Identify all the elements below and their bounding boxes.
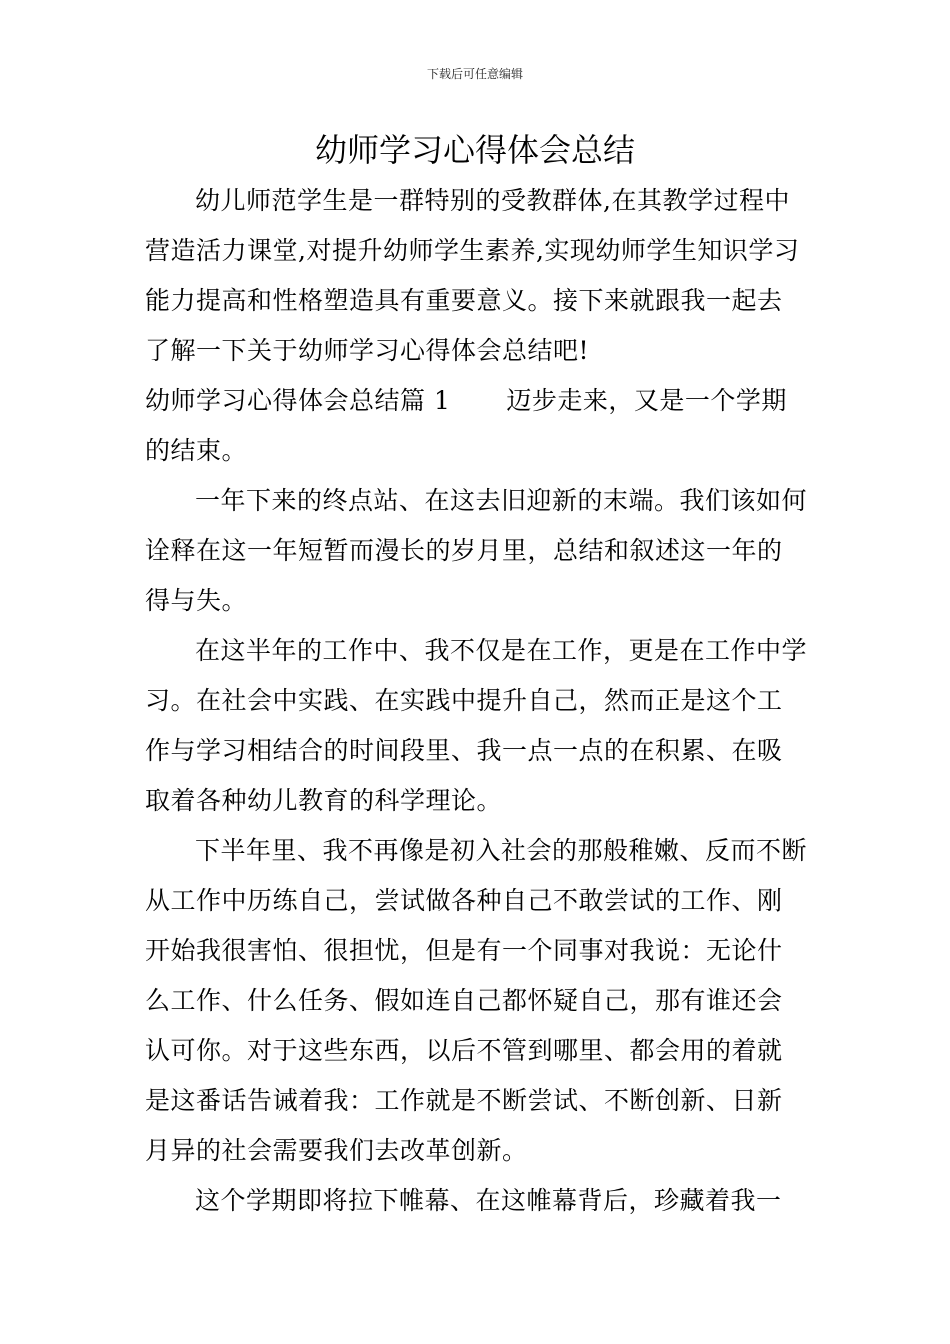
- body-paragraph-4: 这个学期即将拉下帷幕、在这帷幕背后，珍藏着我一: [195, 1186, 782, 1215]
- body-paragraph-3: 下半年里、我不再像是初入社会的那般稚嫩、反而不断从工作中历练自己，尝试做各种自己不敢尝试的工作、刚开始我很害怕、很担忧，但是有一个同事对我说：无论什么工作、什么任务、假如连自己都怀疑自己，那有谁还会认可你。对于这些东西，以后不管到哪里、都会用的着就是这番话告诫着我：工作就是不断尝试、不断创新、日新月异的社会需要我们去改革创新。: [145, 836, 808, 1165]
- body-paragraph-2: 在这半年的工作中、我不仅是在工作，更是在工作中学习。在社会中实践、在实践中提升自己，然而正是这个工作与学习相结合的时间段里、我一点一点的在积累、在吸取着各种幼儿教育的科学理论。: [145, 636, 808, 815]
- section-lead: 迈步走来，又是一个学期的结束。: [145, 386, 787, 465]
- intro-paragraph: 幼儿师范学生是一群特别的受教群体,在其教学过程中营造活力课堂,对提升幼师学生素养,实现幼师学生知识学习能力提高和性格塑造具有重要意义。接下来就跟我一起去了解一下关于幼师学习心得体会总结吧!: [145, 186, 800, 365]
- body-paragraph-1: 一年下来的终点站、在这去旧迎新的末端。我们该如何诠释在这一年短暂而漫长的岁月里，总结和叙述这一年的得与失。: [145, 486, 808, 615]
- document-body: [145, 176, 807, 1226]
- header-note: 下载后可任意编辑: [426, 67, 523, 81]
- section-heading: 幼师学习心得体会总结篇 1: [145, 386, 451, 415]
- section-paragraph: [145, 376, 807, 476]
- document-title: 幼师学习心得体会总结: [314, 131, 635, 169]
